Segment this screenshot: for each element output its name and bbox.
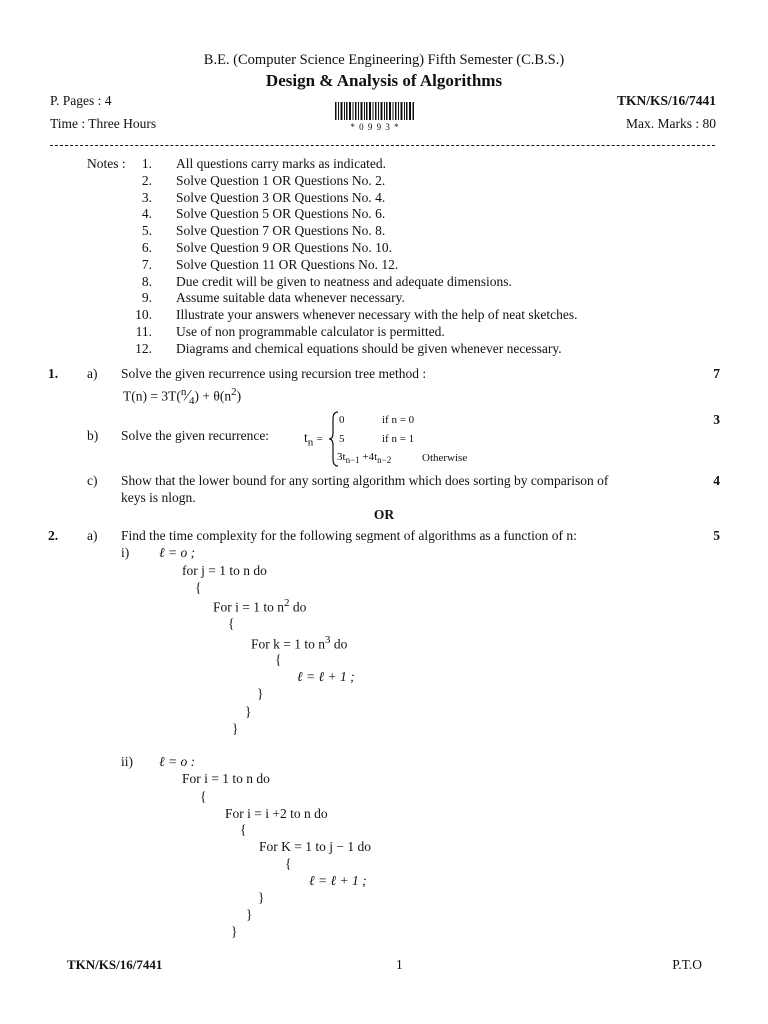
note-number: 9. [141, 290, 152, 306]
note-text: Due credit will be given to neatness and adequate dimensions. [176, 273, 512, 289]
case1-condition: if n = 0 [382, 414, 415, 426]
case3-condition: Otherwise [422, 452, 468, 464]
q2-number: 2. [48, 528, 59, 543]
tn-eq: = [316, 433, 323, 445]
seg-ii-statement: ℓ = ℓ + 1 ; [309, 873, 367, 888]
subject-title: Design & Analysis of Algorithms [265, 71, 503, 90]
footer-paper-code: TKN/KS/16/7441 [67, 957, 163, 972]
q2a-label: a) [87, 528, 98, 543]
seg-ii-label: ii) [121, 754, 133, 769]
seg-ii-init: ℓ = o : [159, 754, 196, 769]
q1a-marks: 7 [713, 366, 720, 381]
seg-i-brace2-open: { [228, 616, 235, 631]
seg-ii-brace3-close: } [258, 890, 265, 905]
seg-ii-brace1-close: } [231, 924, 238, 939]
note-text: Solve Question 1 OR Questions No. 2. [176, 172, 386, 188]
seg-ii-brace3-open: { [285, 856, 292, 871]
recurrence-tn [304, 430, 323, 449]
q1b-label: b) [87, 428, 99, 443]
seg-i-brace1-close: } [232, 721, 239, 736]
q2a-marks: 5 [713, 528, 720, 543]
note-number: 8. [141, 273, 152, 289]
note-text: Solve Question 9 OR Questions No. 10. [176, 240, 392, 255]
seg-i-loop-k [251, 634, 347, 653]
q1-number: 1. [48, 366, 59, 381]
case3-b: +4t [359, 451, 378, 463]
note-text: Illustrate your answers whenever necessary with the help of neat sketches. [176, 307, 578, 323]
case1-value: 0 [339, 414, 345, 426]
loop-i-text: For i = 1 to n [213, 599, 284, 615]
page-count: P. Pages : 4 [50, 93, 112, 108]
note-number: 10. [135, 307, 152, 323]
note-number: 4. [141, 206, 152, 222]
note-number: 7. [141, 256, 152, 272]
seg-ii-brace1-open: { [200, 789, 207, 804]
seg-i-loop-i [213, 597, 306, 616]
eq-frac-slash: ⁄ [186, 387, 190, 405]
seg-i-init: ℓ = o ; [159, 545, 196, 560]
q2a-text: Find the time complexity for the following segment of algorithms as a function of n: [121, 528, 577, 543]
case2-condition: if n = 1 [382, 433, 415, 445]
eq-theta: ) + θ(n [194, 388, 232, 404]
seg-i-label: i) [121, 545, 130, 560]
q1c-text-line2: keys is nlogn. [121, 490, 196, 505]
note-text: Use of non programmable calculator is permitted. [176, 324, 445, 339]
note-item [122, 190, 385, 206]
eq-close: ) [236, 388, 242, 404]
case2-value: 5 [339, 433, 345, 445]
loop-k-end: do [330, 636, 348, 652]
loop-i-end: do [289, 599, 307, 615]
note-item [122, 307, 577, 323]
paper-code: TKN/KS/16/7441 [616, 93, 716, 108]
barcode-bars [335, 102, 415, 122]
q1a-label: a) [87, 366, 98, 381]
max-marks: Max. Marks : 80 [626, 116, 716, 131]
seg-ii-loop-i: For i = 1 to n do [182, 771, 270, 786]
or-separator: OR [373, 507, 395, 522]
tn-sub: n [307, 436, 314, 449]
notes-label: Notes : [87, 156, 126, 171]
footer-pto: P.T.O [672, 957, 702, 972]
note-item [122, 341, 562, 357]
case3-a: 3t [337, 451, 346, 463]
q1c-text-line1: Show that the lower bound for any sorting algorithm which does sorting by comparison of [121, 473, 609, 488]
note-text: Solve Question 5 OR Questions No. 6. [176, 206, 386, 222]
header-divider [50, 145, 715, 146]
tn-t: t [304, 430, 308, 445]
q1a-text: Solve the given recurrence using recursion tree method : [121, 366, 427, 381]
note-text: Assume suitable data whenever necessary. [176, 290, 405, 306]
eq-frac-n: n [180, 386, 187, 398]
note-item [122, 206, 385, 222]
seg-i-loop-j: for j = 1 to n do [182, 563, 267, 578]
footer-page-number: 1 [396, 957, 403, 972]
barcode-number: * 0 9 9 3 * [350, 122, 400, 132]
note-item [122, 156, 386, 172]
note-item [122, 240, 392, 256]
seg-i-brace2-close: } [245, 704, 252, 719]
seg-ii-brace2-close: } [246, 907, 253, 922]
note-item [122, 274, 512, 290]
q1b-marks: 3 [713, 412, 720, 427]
case3-b-sub: n−2 [377, 455, 392, 466]
q1c-label: c) [87, 473, 98, 488]
seg-i-brace3-open: { [275, 652, 282, 667]
note-text: Solve Question 11 OR Questions No. 12. [176, 256, 399, 272]
loop-k-sup: 3 [325, 634, 331, 646]
note-number: 5. [141, 223, 152, 239]
note-text: Diagrams and chemical equations should be given whenever necessary. [176, 340, 562, 356]
note-item [122, 173, 385, 189]
note-number: 3. [141, 189, 152, 205]
seg-i-brace3-close: } [257, 686, 264, 701]
note-number: 2. [141, 172, 152, 188]
seg-ii-brace2-open: { [240, 822, 247, 837]
seg-i-statement: ℓ = ℓ + 1 ; [297, 669, 355, 684]
case3-a-sub: n−1 [345, 455, 360, 466]
note-item [122, 324, 445, 340]
note-number: 6. [141, 240, 152, 255]
note-item [122, 257, 398, 273]
loop-i-sup: 2 [284, 597, 290, 609]
exam-time: Time : Three Hours [50, 116, 157, 131]
note-text: All questions carry marks as indicated. [176, 156, 386, 171]
seg-ii-loop-i2: For i = i +2 to n do [225, 806, 328, 821]
note-text: Solve Question 7 OR Questions No. 8. [176, 223, 386, 239]
note-number: 1. [141, 156, 152, 171]
loop-k-text: For k = 1 to n [251, 636, 325, 652]
q1a-equation [123, 386, 241, 407]
eq-sq: 2 [231, 386, 237, 398]
eq-t-left: T(n) = 3T( [123, 388, 181, 404]
q1c-marks: 4 [713, 473, 720, 488]
note-number: 11. [135, 324, 152, 339]
note-item [122, 223, 385, 239]
note-text: Solve Question 3 OR Questions No. 4. [176, 189, 386, 205]
eq-frac-4: 4 [189, 395, 195, 408]
q1b-text: Solve the given recurrence: [121, 428, 270, 443]
seg-ii-loop-k: For K = 1 to j − 1 do [259, 839, 371, 854]
seg-i-brace1-open: { [195, 580, 202, 595]
note-item [122, 290, 405, 306]
course-title: B.E. (Computer Science Engineering) Fifth Semester (C.B.S.) [203, 52, 565, 68]
note-number: 12. [135, 340, 152, 356]
case3-value [337, 451, 391, 465]
